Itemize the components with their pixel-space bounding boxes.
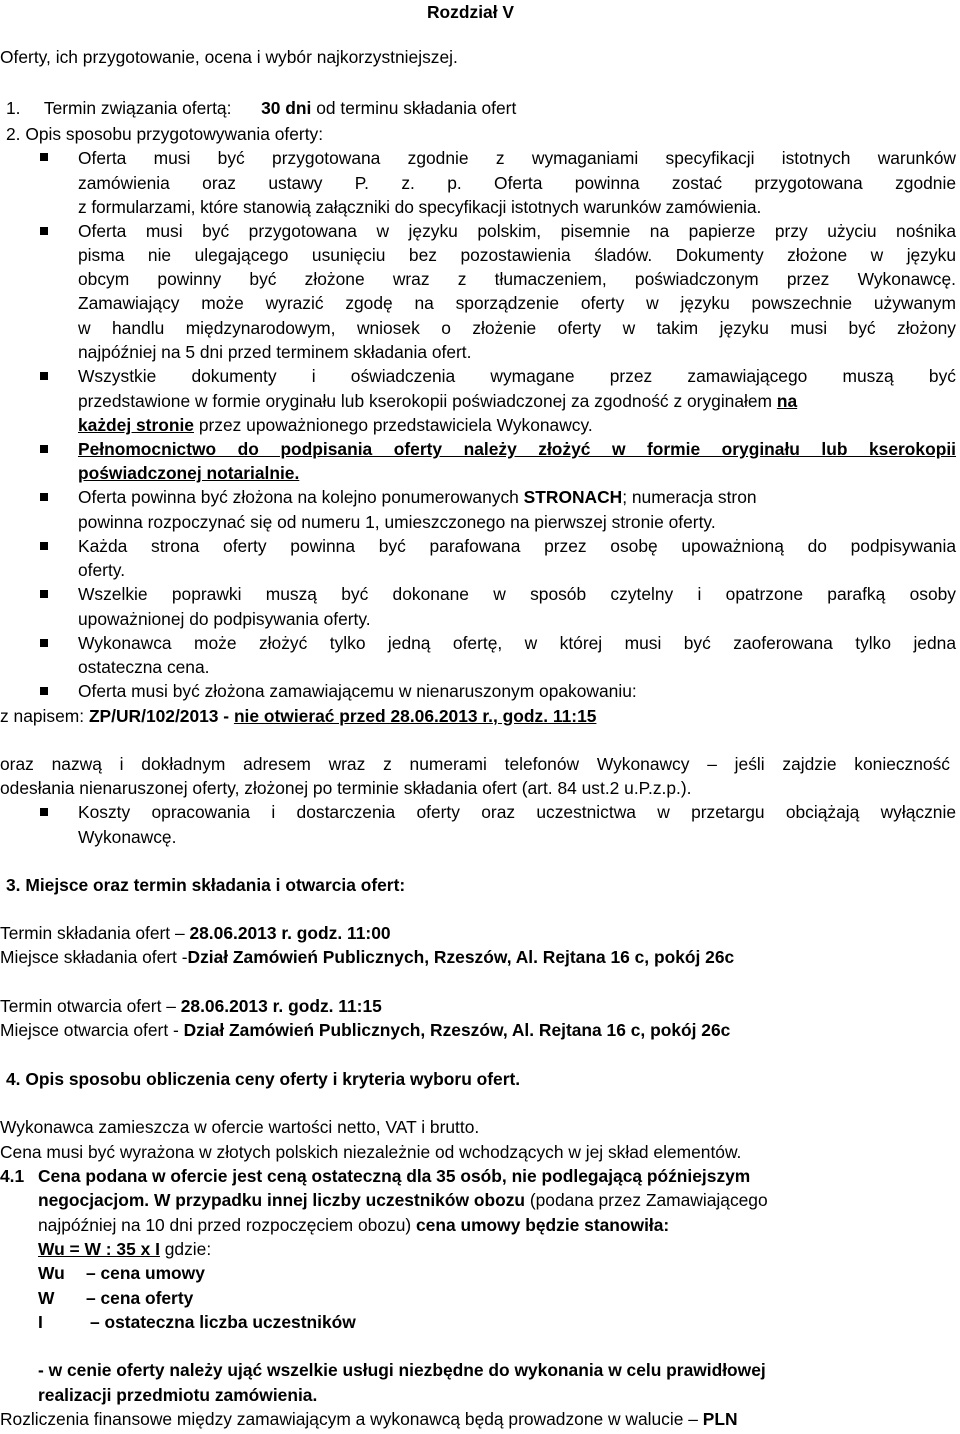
b9-line: Oferta musi być złożona zamawiającemu w nienaruszonym opakowaniu:: [78, 681, 637, 701]
def-desc-i: – ostateczna liczba uczestników: [90, 1312, 356, 1332]
b8-line-1: Wykonawca może złożyć tylko jedną ofertę, w której musi być zaoferowana tylko jedna: [78, 633, 956, 653]
bullet-icon: [40, 639, 48, 647]
oraz-line-1: oraz nazwą i dokładnym adresem wraz z numerami telefonów Wykonawcy – jeśli zajdzie konieczność: [0, 754, 950, 774]
bullet-icon: [40, 227, 48, 235]
b7-line-1: Wszelkie poprawki muszą być dokonane w sposób czytelny i opatrzone parafką osoby: [78, 584, 956, 604]
formula-gdzie: gdzie:: [159, 1239, 212, 1259]
section-title: Oferty, ich przygotowanie, ocena i wybór najkorzystniejszej.: [0, 47, 458, 67]
b5-emph: STRONACH: [523, 487, 623, 507]
item-3-heading: 3. Miejsce oraz termin składania i otwarcia ofert:: [6, 875, 406, 895]
bullet-icon: [40, 542, 48, 550]
b3-line-3-text: przez upoważnionego przedstawiciela Wykonawcy.: [193, 415, 593, 435]
bullet-icon: [40, 808, 48, 816]
p41-line-2: [38, 1188, 768, 1212]
napis-warning: nie otwierać przed 28.06.2013 r., godz. 11:15: [233, 706, 597, 726]
item-1-label: Termin związania ofertą:: [43, 98, 232, 118]
oraz-line-2: odesłania nienaruszonej oferty, złożonej po terminie składania ofert (art. 84 ust.2 u.P.z.p.).: [0, 778, 692, 798]
b2-line-4: Zamawiający może wyrazić zgodę na sporządzenie oferty w języku powszechnie używanym: [78, 293, 956, 313]
def-desc-wu: – cena umowy: [86, 1263, 205, 1283]
b3-line-1: Wszystkie dokumenty i oświadczenia wymagane przez zamawiającego muszą być: [78, 366, 956, 386]
p41-line-2-bold: negocjacjom. W przypadku innej liczby uczestników obozu: [38, 1190, 530, 1210]
miejsce-otwarcia: [0, 1018, 730, 1042]
last-line-currency: PLN: [702, 1409, 738, 1429]
b2-line-2: pisma nie ulegającego usunięciu bez pozostawienia śladów. Dokumenty złożone w języku: [78, 245, 956, 265]
item-2-heading: 2. Opis sposobu przygotowywania oferty:: [6, 124, 324, 144]
napis-code: ZP/UR/102/2013 -: [88, 706, 234, 726]
b6-line-1: Każda strona oferty powinna być parafowana przez osobę upoważnioną do podpisywania: [78, 536, 956, 556]
b10-line-1: Koszty opracowania i dostarczenia oferty oraz uczestnictwa w przetargu obciążają wyłącznie: [78, 802, 956, 822]
bullet-icon: [40, 590, 48, 598]
item-1: [6, 96, 516, 120]
item-1-number: 1.: [6, 98, 21, 118]
chapter-title: Rozdział V: [427, 2, 514, 22]
b2-line-6: najpóźniej na 5 dni przed terminem składania ofert.: [78, 342, 472, 362]
s4-p2: Cena musi być wyrażona w złotych polskich niezależnie od wchodzących w jej skład elementów.: [0, 1142, 742, 1162]
termin-otwarcia-label: Termin otwarcia ofert –: [0, 996, 181, 1016]
b2-line-5: w handlu międzynarodowym, wniosek o złożenie oferty w takim języku musi być złożony: [78, 318, 956, 338]
bullet-icon: [40, 372, 48, 380]
napis-line: [0, 704, 596, 728]
item-4-heading: 4. Opis sposobu obliczenia ceny oferty i kryteria wyboru ofert.: [6, 1069, 521, 1089]
p41-line-3-bold: cena umowy będzie stanowiła:: [416, 1215, 670, 1235]
s4-p1: Wykonawca zamieszcza w ofercie wartości netto, VAT i brutto.: [0, 1117, 480, 1137]
last-line: [0, 1407, 738, 1431]
b3-line-3-emph: każdej stronie: [78, 415, 194, 435]
b5-text-end: ; numeracja stron: [622, 487, 757, 507]
b5-line-2: powinna rozpoczynać się od numeru 1, umieszczonego na pierwszej stronie oferty.: [78, 512, 716, 532]
def-sym-i: I: [38, 1312, 43, 1332]
b8-line-2: ostateczna cena.: [78, 657, 210, 677]
def-sym-w: W: [38, 1288, 55, 1308]
b7-line-2: upoważnionej do podpisywania oferty.: [78, 609, 371, 629]
b3-line-2-text: przedstawione w formie oryginału lub kserokopii poświadczonej za zgodność z oryginałem: [78, 391, 777, 411]
b1-line-2: zamówienia oraz ustawy P. z. p. Oferta powinna zostać przygotowana zgodnie: [78, 173, 956, 193]
termin-skladania-label: Termin składania ofert –: [0, 923, 190, 943]
p41-line-3: [38, 1213, 669, 1237]
def-sym-wu: Wu: [38, 1263, 65, 1283]
bullet-icon: [40, 153, 48, 161]
napis-label: z napisem:: [0, 706, 89, 726]
formula-expression: Wu = W : 35 x I: [38, 1239, 160, 1259]
termin-otwarcia-value: 28.06.2013 r. godz. 11:15: [180, 996, 382, 1016]
item-1-days: 30 dni: [261, 98, 312, 118]
p41-line-3-text: najpóźniej na 10 dni przed rozpoczęciem obozu): [38, 1215, 416, 1235]
def-desc-w: – cena oferty: [86, 1288, 194, 1308]
termin-skladania: [0, 921, 391, 945]
b3-line-2: [78, 389, 797, 413]
bullet-icon: [40, 687, 48, 695]
bullet-icon: [40, 493, 48, 501]
b10-line-2: Wykonawcę.: [78, 827, 177, 847]
miejsce-otwarcia-value: Dział Zamówień Publicznych, Rzeszów, Al. Rejtana 16 c, pokój 26c: [183, 1020, 731, 1040]
b5-text: Oferta powinna być złożona na kolejno ponumerowanych: [78, 487, 524, 507]
b4-line-1: Pełnomocnictwo do podpisania oferty należy złożyć w formie oryginału lub kserokopii: [78, 439, 956, 459]
miejsce-otwarcia-label: Miejsce otwarcia ofert -: [0, 1020, 184, 1040]
note-line-2: realizacji przedmiotu zamówienia.: [38, 1385, 318, 1405]
termin-skladania-value: 28.06.2013 r. godz. 11:00: [189, 923, 391, 943]
b4-line-2: poświadczonej notarialnie.: [78, 463, 300, 483]
p41-line-2-text: (podana przez Zamawiającego: [529, 1190, 768, 1210]
b5-line-1: [78, 485, 956, 509]
b6-line-2: oferty.: [78, 560, 126, 580]
b2-line-3: obcym powinny być złożone wraz z tłumaczeniem, poświadczonym przez Wykonawcę.: [78, 269, 956, 289]
b3-line-2-emph: na: [776, 391, 798, 411]
item-1-rest: od terminu składania ofert: [316, 98, 517, 118]
b1-line-3: z formularzami, które stanowią załączniki do specyfikacji istotnych warunków zamówienia.: [78, 197, 762, 217]
miejsce-skladania: [0, 945, 734, 969]
bullet-icon: [40, 445, 48, 453]
note-line-1: - w cenie oferty należy ująć wszelkie usługi niezbędne do wykonania w celu prawidłowej: [38, 1360, 766, 1380]
miejsce-skladania-label: Miejsce składania ofert -: [0, 947, 188, 967]
last-line-text: Rozliczenia finansowe między zamawiającym a wykonawcą będą prowadzone w walucie –: [0, 1409, 703, 1429]
b3-line-3: [78, 413, 593, 437]
p41-line-1: Cena podana w ofercie jest ceną ostateczną dla 35 osób, nie podlegającą późniejszym: [38, 1166, 751, 1186]
b1-line-1: Oferta musi być przygotowana zgodnie z wymaganiami specyfikacji istotnych warunków: [78, 148, 956, 168]
formula: [38, 1237, 211, 1261]
b2-line-1: Oferta musi być przygotowana w języku polskim, pisemnie na papierze przy użyciu nośnika: [78, 221, 956, 241]
p41-number: 4.1: [0, 1166, 25, 1186]
miejsce-skladania-value: Dział Zamówień Publicznych, Rzeszów, Al. Rejtana 16 c, pokój 26c: [187, 947, 735, 967]
termin-otwarcia: [0, 994, 382, 1018]
